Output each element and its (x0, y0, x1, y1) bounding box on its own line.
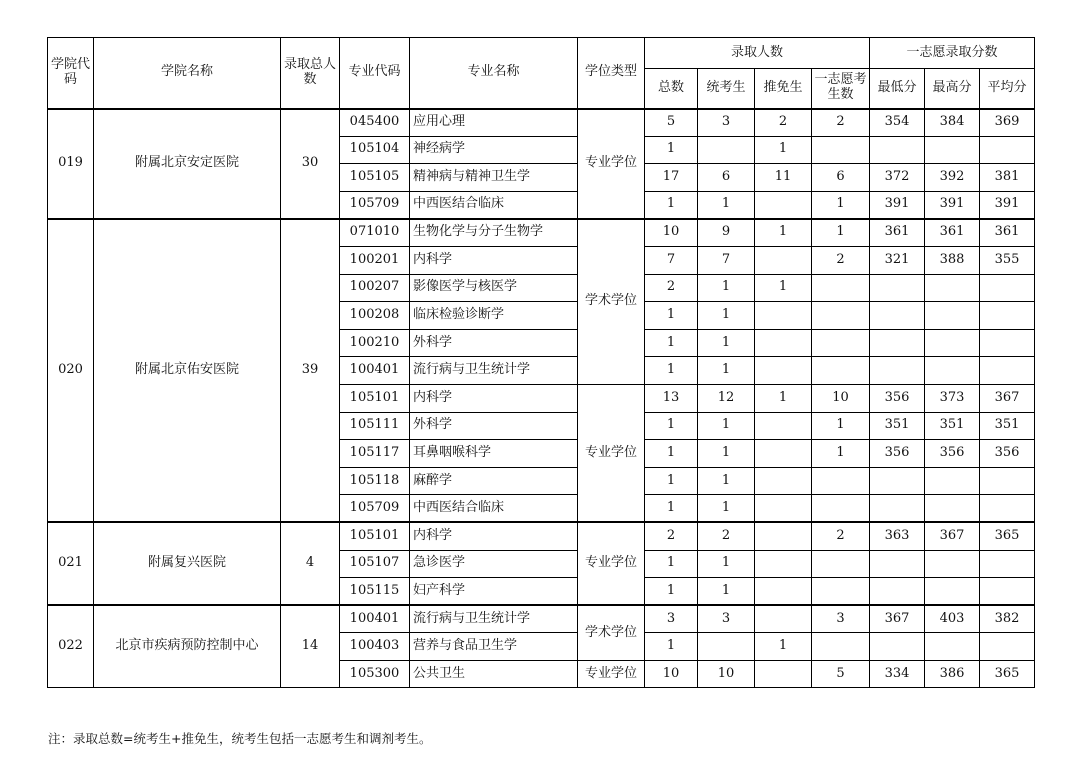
total-cell: 1 (645, 467, 698, 495)
major-name-cell: 外科学 (410, 329, 578, 357)
min-cell: 334 (870, 660, 925, 688)
degree-type-cell: 专业学位 (578, 660, 645, 688)
exam-cell: 1 (698, 550, 755, 578)
first-cell: 1 (812, 412, 870, 440)
total-cell: 1 (645, 357, 698, 385)
first-cell (812, 550, 870, 578)
first-cell: 2 (812, 109, 870, 137)
min-cell (870, 550, 925, 578)
max-cell: 356 (925, 440, 980, 468)
total-cell: 3 (645, 605, 698, 633)
first-cell: 2 (812, 522, 870, 550)
exempt-cell (755, 412, 812, 440)
min-cell: 356 (870, 384, 925, 412)
first-cell: 1 (812, 191, 870, 219)
max-cell: 373 (925, 384, 980, 412)
exempt-cell: 1 (755, 384, 812, 412)
avg-cell (980, 357, 1035, 385)
exempt-cell: 2 (755, 109, 812, 137)
major-code-cell: 105107 (340, 550, 410, 578)
major-code-cell: 100401 (340, 357, 410, 385)
major-name-cell: 营养与食品卫生学 (410, 633, 578, 661)
college-code-cell: 019 (48, 109, 94, 219)
first-cell: 1 (812, 440, 870, 468)
avg-cell (980, 578, 1035, 606)
max-cell (925, 550, 980, 578)
avg-cell (980, 274, 1035, 302)
degree-type-cell: 学术学位 (578, 605, 645, 660)
exam-cell: 1 (698, 495, 755, 523)
table-row (48, 109, 1035, 137)
max-cell: 386 (925, 660, 980, 688)
exempt-cell (755, 660, 812, 688)
first-cell: 1 (812, 219, 870, 247)
college-total-cell: 4 (281, 522, 340, 605)
header-admit-exam: 统考生 (698, 69, 755, 109)
major-name-cell: 公共卫生 (410, 660, 578, 688)
table-header (48, 38, 1035, 109)
avg-cell: 382 (980, 605, 1035, 633)
major-code-cell: 100201 (340, 246, 410, 274)
avg-cell: 361 (980, 219, 1035, 247)
college-total-cell: 39 (281, 219, 340, 523)
college-name-cell: 附属北京佑安医院 (94, 219, 281, 523)
major-name-cell: 妇产科学 (410, 578, 578, 606)
first-cell (812, 495, 870, 523)
table-body (48, 109, 1035, 688)
major-code-cell: 105105 (340, 164, 410, 192)
max-cell (925, 329, 980, 357)
exempt-cell: 1 (755, 633, 812, 661)
major-name-cell: 应用心理 (410, 109, 578, 137)
exempt-cell (755, 357, 812, 385)
avg-cell: 356 (980, 440, 1035, 468)
first-cell (812, 578, 870, 606)
total-cell: 2 (645, 274, 698, 302)
header-college-code: 学院代码 (48, 38, 94, 109)
major-code-cell: 105118 (340, 467, 410, 495)
avg-cell (980, 467, 1035, 495)
exempt-cell (755, 246, 812, 274)
major-code-cell: 105300 (340, 660, 410, 688)
total-cell: 1 (645, 495, 698, 523)
exam-cell: 1 (698, 440, 755, 468)
major-code-cell: 045400 (340, 109, 410, 137)
first-cell (812, 633, 870, 661)
footnote: 注：录取总数=统考生+推免生，统考生包括一志愿考生和调剂考生。 (48, 731, 432, 746)
total-cell: 5 (645, 109, 698, 137)
major-code-cell: 100403 (340, 633, 410, 661)
exam-cell: 12 (698, 384, 755, 412)
exam-cell (698, 633, 755, 661)
avg-cell (980, 633, 1035, 661)
first-cell: 10 (812, 384, 870, 412)
college-code-cell: 020 (48, 219, 94, 523)
max-cell (925, 495, 980, 523)
first-cell (812, 357, 870, 385)
avg-cell (980, 550, 1035, 578)
college-code-cell: 021 (48, 522, 94, 605)
college-code-cell: 022 (48, 605, 94, 688)
major-code-cell: 105101 (340, 522, 410, 550)
max-cell: 403 (925, 605, 980, 633)
exam-cell: 1 (698, 191, 755, 219)
college-total-cell: 30 (281, 109, 340, 219)
exam-cell: 6 (698, 164, 755, 192)
first-cell: 3 (812, 605, 870, 633)
major-name-cell: 急诊医学 (410, 550, 578, 578)
max-cell: 351 (925, 412, 980, 440)
total-cell: 1 (645, 136, 698, 164)
exempt-cell (755, 578, 812, 606)
header-college-name: 学院名称 (94, 38, 281, 109)
college-total-cell: 14 (281, 605, 340, 688)
header-major-name: 专业名称 (410, 38, 578, 109)
min-cell: 356 (870, 440, 925, 468)
major-code-cell: 105111 (340, 412, 410, 440)
exempt-cell: 11 (755, 164, 812, 192)
max-cell: 384 (925, 109, 980, 137)
table-row (48, 522, 1035, 550)
max-cell: 391 (925, 191, 980, 219)
max-cell (925, 633, 980, 661)
first-cell (812, 274, 870, 302)
degree-type-cell: 专业学位 (578, 109, 645, 219)
min-cell: 363 (870, 522, 925, 550)
max-cell (925, 302, 980, 330)
max-cell (925, 578, 980, 606)
min-cell: 391 (870, 191, 925, 219)
avg-cell (980, 329, 1035, 357)
exam-cell: 1 (698, 274, 755, 302)
header-major-code: 专业代码 (340, 38, 410, 109)
exam-cell: 7 (698, 246, 755, 274)
total-cell: 13 (645, 384, 698, 412)
max-cell (925, 136, 980, 164)
max-cell: 392 (925, 164, 980, 192)
header-admit-first: 一志愿考生数 (812, 69, 870, 109)
major-name-cell: 流行病与卫生统计学 (410, 357, 578, 385)
min-cell (870, 633, 925, 661)
exempt-cell (755, 495, 812, 523)
total-cell: 1 (645, 550, 698, 578)
min-cell (870, 495, 925, 523)
table-row (48, 605, 1035, 633)
major-code-cell: 100210 (340, 329, 410, 357)
major-code-cell: 105115 (340, 578, 410, 606)
major-name-cell: 麻醉学 (410, 467, 578, 495)
max-cell (925, 274, 980, 302)
major-name-cell: 影像医学与核医学 (410, 274, 578, 302)
header-degree-type: 学位类型 (578, 38, 645, 109)
major-name-cell: 内科学 (410, 384, 578, 412)
college-name-cell: 北京市疾病预防控制中心 (94, 605, 281, 688)
min-cell (870, 578, 925, 606)
major-code-cell: 105101 (340, 384, 410, 412)
major-code-cell: 105104 (340, 136, 410, 164)
avg-cell: 351 (980, 412, 1035, 440)
major-code-cell: 100401 (340, 605, 410, 633)
total-cell: 1 (645, 329, 698, 357)
exam-cell: 3 (698, 109, 755, 137)
major-name-cell: 流行病与卫生统计学 (410, 605, 578, 633)
min-cell (870, 329, 925, 357)
major-code-cell: 105709 (340, 495, 410, 523)
avg-cell: 381 (980, 164, 1035, 192)
avg-cell: 365 (980, 660, 1035, 688)
total-cell: 7 (645, 246, 698, 274)
major-name-cell: 耳鼻咽喉科学 (410, 440, 578, 468)
min-cell (870, 467, 925, 495)
major-name-cell: 神经病学 (410, 136, 578, 164)
avg-cell (980, 302, 1035, 330)
avg-cell (980, 136, 1035, 164)
first-cell (812, 302, 870, 330)
exempt-cell (755, 605, 812, 633)
header-total-admitted: 录取总人数 (281, 38, 340, 109)
min-cell (870, 302, 925, 330)
first-cell (812, 467, 870, 495)
min-cell: 361 (870, 219, 925, 247)
total-cell: 1 (645, 578, 698, 606)
total-cell: 17 (645, 164, 698, 192)
major-name-cell: 生物化学与分子生物学 (410, 219, 578, 247)
exam-cell: 3 (698, 605, 755, 633)
major-code-cell: 105709 (340, 191, 410, 219)
major-code-cell: 071010 (340, 219, 410, 247)
degree-type-cell: 学术学位 (578, 219, 645, 385)
major-name-cell: 中西医结合临床 (410, 495, 578, 523)
min-cell (870, 136, 925, 164)
total-cell: 1 (645, 412, 698, 440)
max-cell: 367 (925, 522, 980, 550)
exam-cell: 1 (698, 578, 755, 606)
total-cell: 1 (645, 191, 698, 219)
first-cell: 5 (812, 660, 870, 688)
header-score-avg: 平均分 (980, 69, 1035, 109)
exempt-cell (755, 329, 812, 357)
admissions-table (47, 37, 1035, 688)
min-cell: 351 (870, 412, 925, 440)
header-admit-exempt: 推免生 (755, 69, 812, 109)
major-name-cell: 内科学 (410, 522, 578, 550)
first-cell: 6 (812, 164, 870, 192)
min-cell: 321 (870, 246, 925, 274)
first-cell (812, 136, 870, 164)
header-score-max: 最高分 (925, 69, 980, 109)
avg-cell: 367 (980, 384, 1035, 412)
exempt-cell: 1 (755, 219, 812, 247)
min-cell: 367 (870, 605, 925, 633)
exempt-cell (755, 440, 812, 468)
exempt-cell (755, 191, 812, 219)
exam-cell: 1 (698, 412, 755, 440)
exempt-cell (755, 550, 812, 578)
major-name-cell: 外科学 (410, 412, 578, 440)
college-name-cell: 附属北京安定医院 (94, 109, 281, 219)
min-cell (870, 357, 925, 385)
major-code-cell: 100207 (340, 274, 410, 302)
exam-cell: 1 (698, 329, 755, 357)
major-name-cell: 中西医结合临床 (410, 191, 578, 219)
min-cell: 372 (870, 164, 925, 192)
exempt-cell: 1 (755, 274, 812, 302)
major-name-cell: 内科学 (410, 246, 578, 274)
total-cell: 1 (645, 440, 698, 468)
total-cell: 2 (645, 522, 698, 550)
max-cell: 361 (925, 219, 980, 247)
total-cell: 10 (645, 219, 698, 247)
college-name-cell: 附属复兴医院 (94, 522, 281, 605)
header-score-group: 一志愿录取分数 (870, 38, 1035, 69)
avg-cell: 365 (980, 522, 1035, 550)
exempt-cell (755, 302, 812, 330)
max-cell: 388 (925, 246, 980, 274)
exam-cell: 1 (698, 467, 755, 495)
header-admit-group: 录取人数 (645, 38, 870, 69)
max-cell (925, 357, 980, 385)
table-row (48, 219, 1035, 247)
exam-cell: 1 (698, 357, 755, 385)
min-cell (870, 274, 925, 302)
exam-cell: 9 (698, 219, 755, 247)
exam-cell (698, 136, 755, 164)
major-code-cell: 100208 (340, 302, 410, 330)
degree-type-cell: 专业学位 (578, 522, 645, 605)
total-cell: 1 (645, 633, 698, 661)
exam-cell: 2 (698, 522, 755, 550)
avg-cell: 355 (980, 246, 1035, 274)
avg-cell (980, 495, 1035, 523)
first-cell: 2 (812, 246, 870, 274)
major-code-cell: 105117 (340, 440, 410, 468)
max-cell (925, 467, 980, 495)
major-name-cell: 精神病与精神卫生学 (410, 164, 578, 192)
exempt-cell (755, 467, 812, 495)
avg-cell: 391 (980, 191, 1035, 219)
degree-type-cell: 专业学位 (578, 384, 645, 522)
header-admit-total: 总数 (645, 69, 698, 109)
header-score-min: 最低分 (870, 69, 925, 109)
exempt-cell (755, 522, 812, 550)
total-cell: 10 (645, 660, 698, 688)
major-name-cell: 临床检验诊断学 (410, 302, 578, 330)
exam-cell: 10 (698, 660, 755, 688)
total-cell: 1 (645, 302, 698, 330)
first-cell (812, 329, 870, 357)
avg-cell: 369 (980, 109, 1035, 137)
min-cell: 354 (870, 109, 925, 137)
exempt-cell: 1 (755, 136, 812, 164)
exam-cell: 1 (698, 302, 755, 330)
